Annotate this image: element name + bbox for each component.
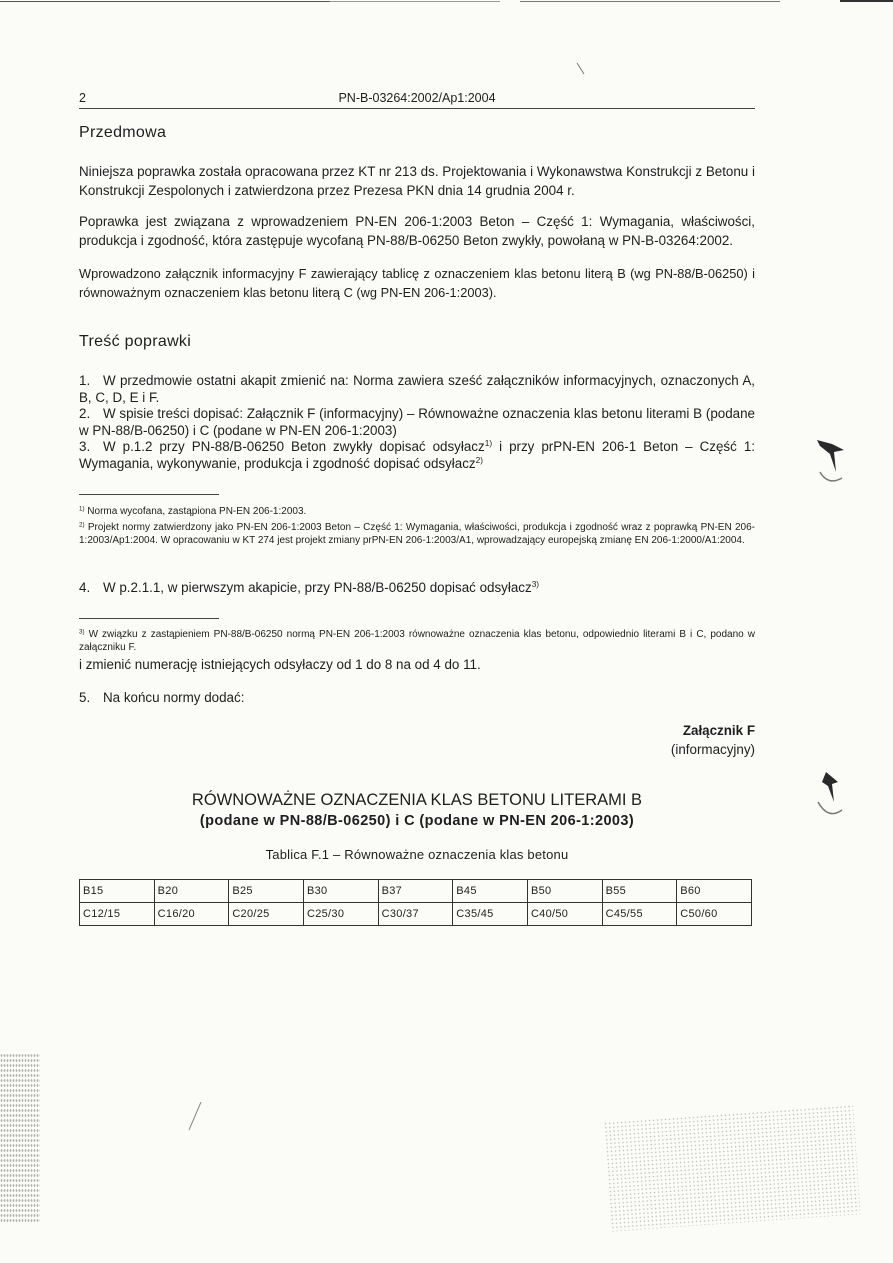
amendment-item (79, 372, 755, 406)
table-row-b (80, 880, 752, 903)
table-cell: B15 (80, 880, 155, 903)
preface-paragraph: Poprawka jest związana z wprowadzeniem PN-EN 206-1:2003 Beton – Część 1: Wymagania, właściwości, produkcja i zgodność, która zastępuje wycofaną PN-88/B-06250 Beton zwykły, powołaną w PN-B-03264:2002. (79, 214, 755, 248)
item-text: W przedmowie ostatni akapit zmienić na: Norma zawiera sześć załączników informacyjnych, oznaczonych A, B, C, D, E i F. (79, 373, 755, 405)
table-cell: B45 (453, 880, 528, 903)
item-number: 1. (79, 373, 91, 388)
table-cell: B20 (154, 880, 229, 903)
concrete-classes-table (79, 879, 752, 926)
table-cell: C25/30 (303, 903, 378, 926)
table-cell: C16/20 (154, 903, 229, 926)
footnote (79, 521, 755, 547)
page-number: 2 (79, 91, 86, 105)
item-number: 3. (79, 439, 91, 454)
table-cell: C20/25 (229, 903, 304, 926)
footnote (79, 628, 755, 654)
annex-label-block (671, 721, 755, 759)
item-text: Na końcu normy dodać: (103, 690, 245, 705)
page-header (79, 90, 755, 109)
annex-title: RÓWNOWAŻNE OZNACZENIA KLAS BETONU LITERAMI B (191, 791, 643, 809)
table-cell: C40/50 (527, 903, 602, 926)
renumber-text: i zmienić numerację istniejących odsyłaczy od 1 do 8 na od 4 do 11. (79, 657, 481, 672)
amendment-item (79, 405, 755, 439)
item-text: W p.2.1.1, w pierwszym akapicie, przy PN-88/B-06250 dopisać odsyłacz (103, 580, 532, 595)
table-cell: B50 (527, 880, 602, 903)
item-text: W spisie treści dopisać: Załącznik F (informacyjny) – Równoważne oznaczenia klas betonu literami B (podane w PN-88/B-06250) i C (podane w PN-EN 206-1:2003) (79, 406, 755, 438)
annex-title-block (79, 790, 755, 832)
binder-clip-mark (812, 768, 852, 828)
scan-noise (603, 1104, 860, 1231)
item-text: i przy prPN-EN 206-1 Beton – Część 1: Wymagania, wykonywanie, produkcja i zgodność dopisać odsyłacz (79, 439, 755, 471)
table-cell: C30/37 (378, 903, 453, 926)
footnote-text: Norma wycofana, zastąpiona PN-EN 206-1:2003. (87, 506, 307, 517)
table-caption: Tablica F.1 – Równoważne oznaczenia klas betonu (265, 847, 569, 862)
scan-noise (0, 1053, 40, 1223)
footnote-text: Projekt normy zatwierdzony jako PN-EN 206-1:2003 Beton – Część 1: Wymagania, właściwości, produkcja i zgodność wraz z poprawką PN-EN 206-1:2003/Ap1:2004. W opracowaniu w KT 274 jest projekt zmiany prPN-EN 206-1:2003/A1, wprowadzający europejską zmianę EN 206-1:2000/A1:2004. (79, 522, 755, 546)
item-number: 5. (79, 690, 91, 705)
item-text: W p.1.2 przy PN-88/B-06250 Beton zwykły dopisać odsyłacz (103, 439, 485, 454)
table-cell: B30 (303, 880, 378, 903)
amendment-heading: Treść poprawki (79, 333, 192, 350)
scan-mark (185, 1100, 205, 1132)
table-cell: B25 (229, 880, 304, 903)
footnote-text: W związku z zastąpieniem PN-88/B-06250 normą PN-EN 206-1:2003 równoważne oznaczenia klas betonu, odpowiednio literami B i C, podano w załączniku F. (79, 629, 756, 653)
annex-label: Załącznik F (682, 723, 755, 738)
footnote-rule (79, 494, 219, 495)
standard-designation: PN-B-03264:2002/Ap1:2004 (338, 91, 496, 105)
scan-mark (576, 62, 586, 76)
footnote-ref: 2) (475, 455, 483, 466)
annex-type: (informacyjny) (670, 742, 755, 757)
scan-edge-lines (0, 0, 893, 3)
table-row-c (80, 903, 752, 926)
item-number: 4. (79, 580, 91, 595)
footnote-mark: 2) (79, 521, 85, 529)
preface-paragraph: Niniejsza poprawka została opracowana przez KT nr 213 ds. Projektowania i Wykonawstwa Konstrukcji z Betonu i Konstrukcji Zespolonych i zatwierdzona przez Prezesa PKN dnia 14 grudnia 2004 r. (79, 164, 755, 198)
table-cell: B60 (677, 880, 752, 903)
table-cell: C50/60 (677, 903, 752, 926)
annex-subtitle: (podane w PN-88/B-06250) i C (podane w PN-EN 206-1:2003) (199, 813, 635, 829)
table-cell: B37 (378, 880, 453, 903)
footnote-ref: 1) (484, 438, 493, 449)
preface-heading: Przedmowa (79, 124, 167, 141)
amendment-item (79, 579, 755, 596)
table-cell: C12/15 (80, 903, 155, 926)
table-cell: C45/55 (602, 903, 677, 926)
footnote (79, 505, 755, 518)
item-number: 2. (79, 406, 91, 421)
footnote-rule (79, 618, 219, 619)
footnote-ref: 3) (531, 579, 540, 590)
binder-clip-mark (812, 432, 852, 492)
table-cell: B55 (602, 880, 677, 903)
amendment-item (79, 438, 755, 472)
table-cell: C35/45 (453, 903, 528, 926)
amendment-item (79, 689, 755, 706)
footnote-mark: 3) (79, 628, 85, 636)
preface-paragraph: Wprowadzono załącznik informacyjny F zawierający tablicę z oznaczeniem klas betonu literą B (wg PN-88/B-06250) i równoważnym oznaczeniem klas betonu literą C (wg PN-EN 206-1:2003). (79, 266, 755, 300)
footnote-mark: 1) (79, 505, 85, 513)
